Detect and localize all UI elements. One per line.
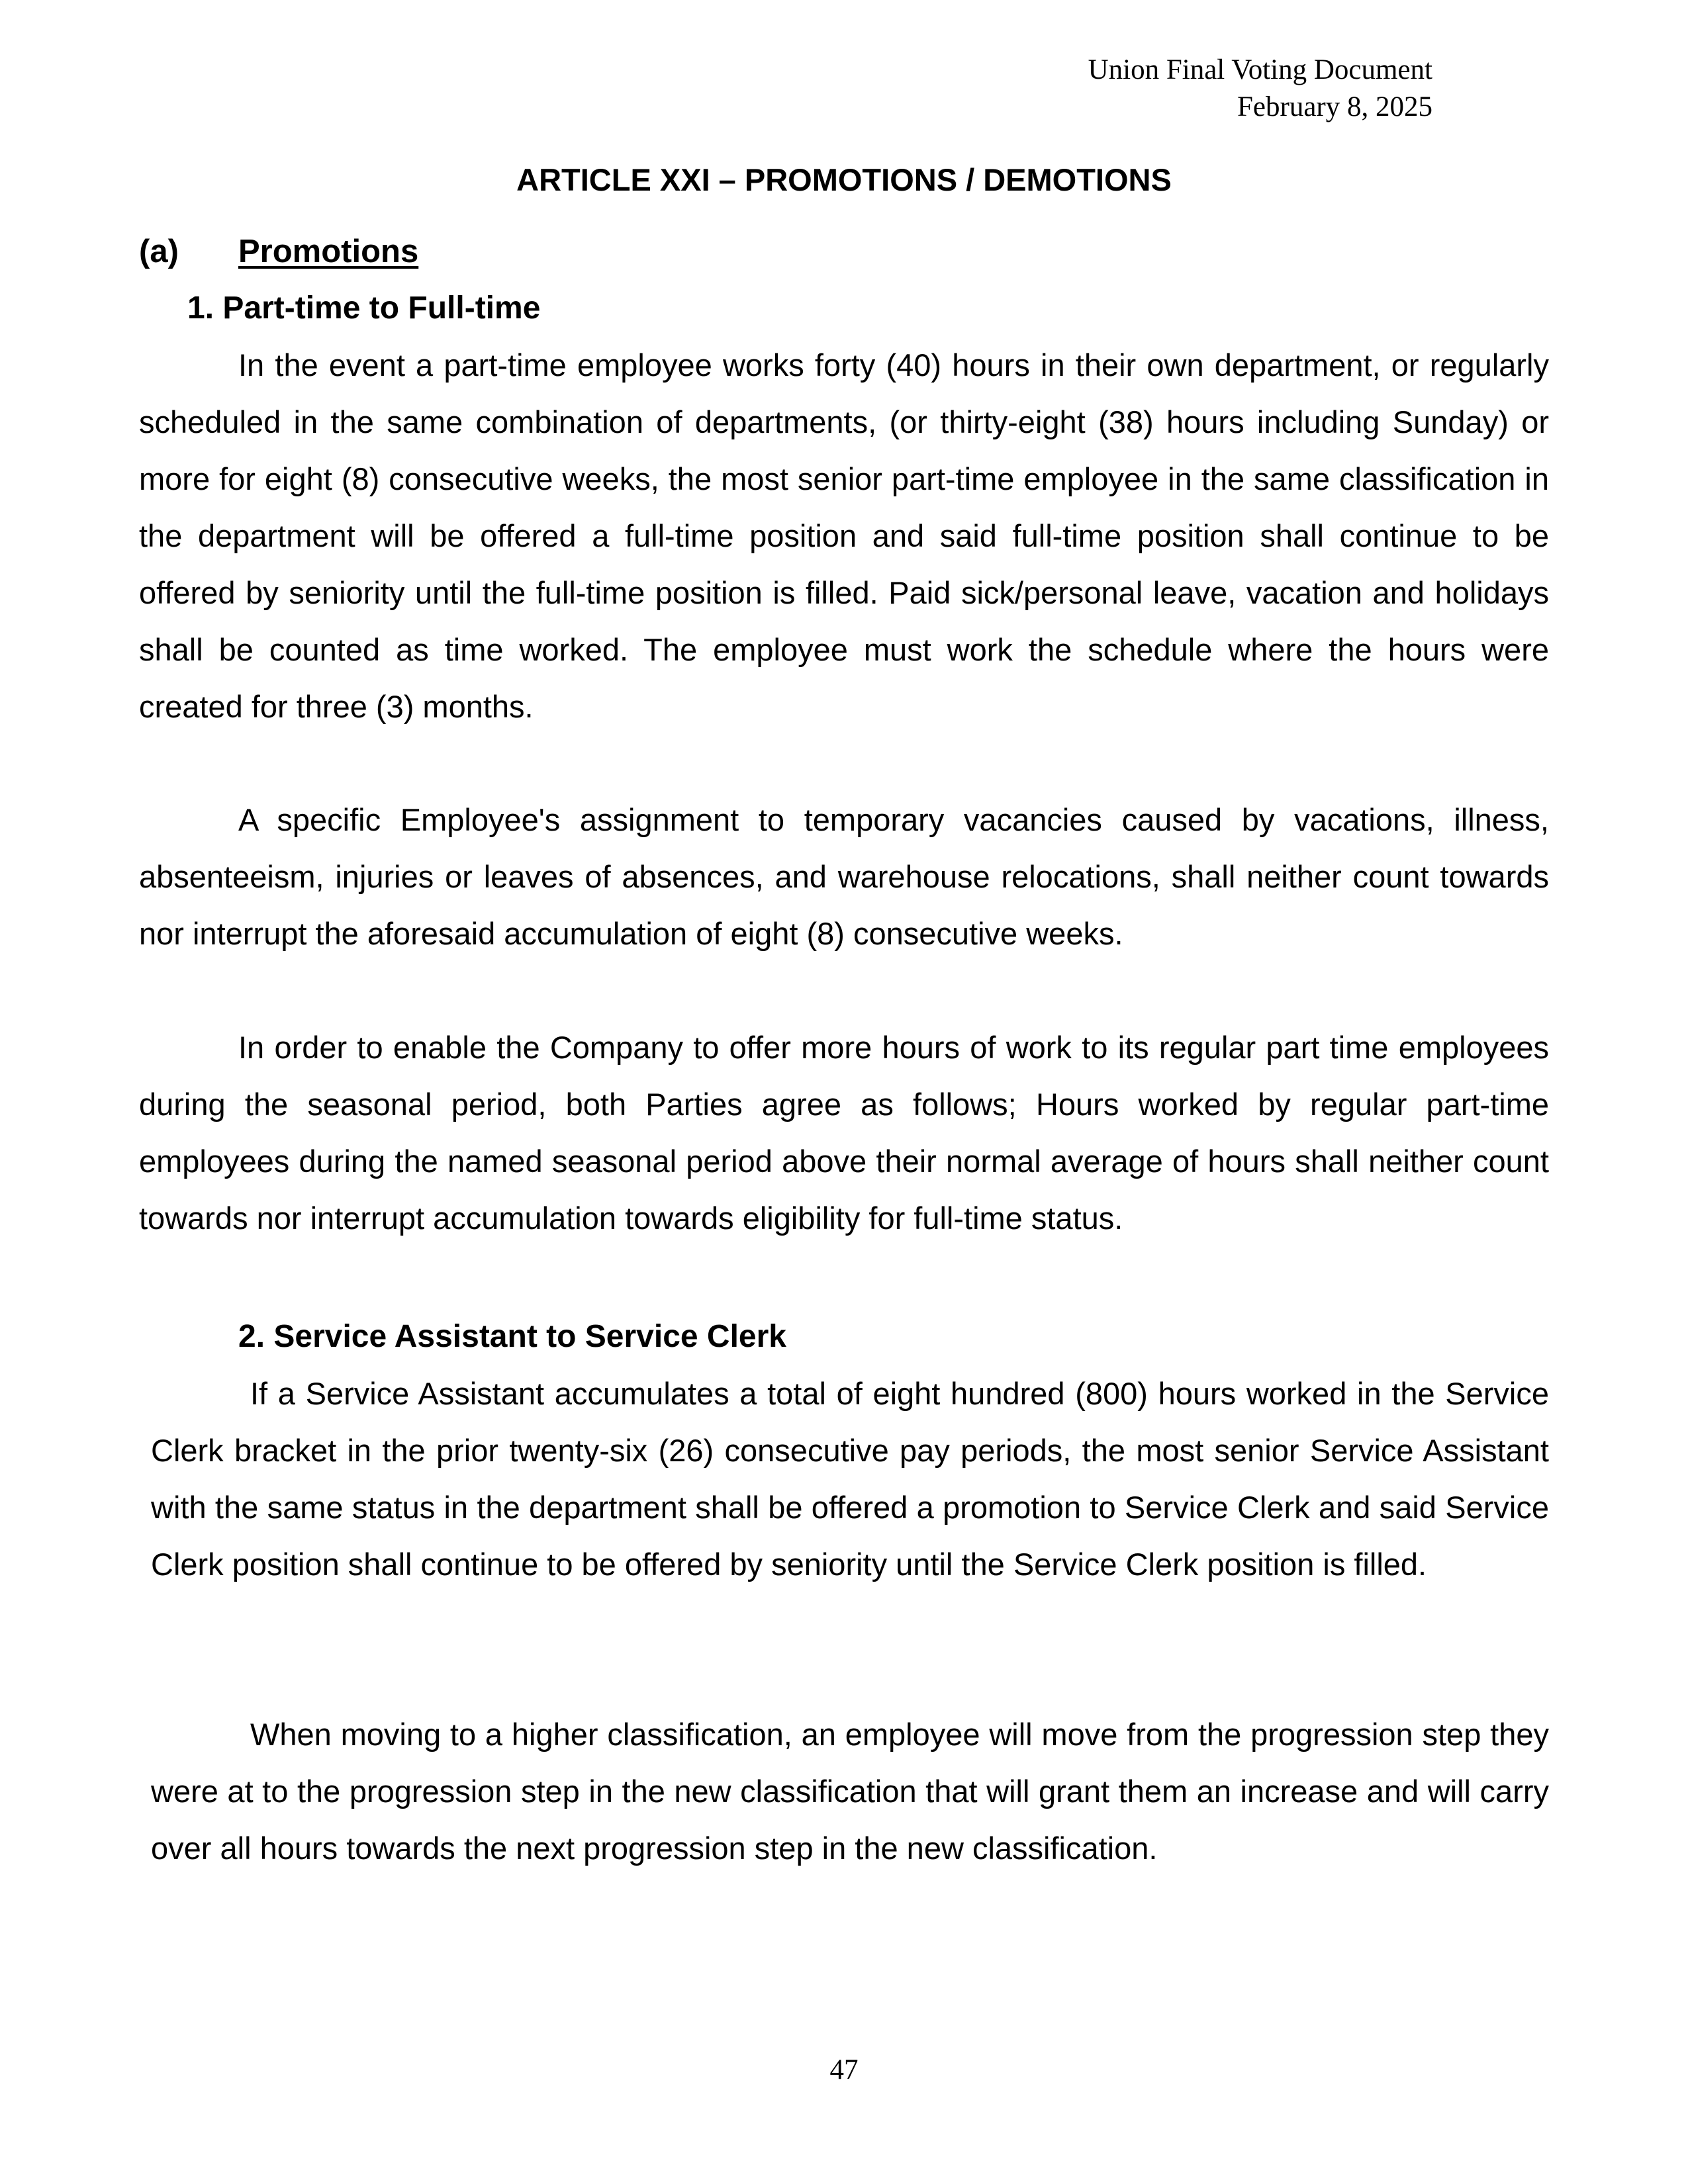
- page-number: 47: [829, 2054, 859, 2085]
- document-header: [1088, 52, 1432, 126]
- subsection-2-paragraph-2: When moving to a higher classification, an employee will move from the progression step they were at to the progression step in the new classification that will grant them an increase and will carry over all hours towards the next progression step in the new classification.: [151, 1717, 1549, 1866]
- subsection-1-paragraph-3: In order to enable the Company to offer more hours of work to its regular part time employees during the seasonal period, both Parties agree as follows; Hours worked by regular part-time employees during the named seasonal period above their normal average of hours shall neither count towards nor interrupt accumulation towards eligibility for full-time status.: [139, 1030, 1549, 1236]
- header-date: February 8, 2025: [1237, 91, 1432, 122]
- section-title: Promotions: [238, 234, 419, 269]
- subsection-1-paragraph-1: In the event a part-time employee works forty (40) hours in their own department, or regularly scheduled in the same combination of departments, (or thirty-eight (38) hours including Sunday) or more for eight (8) consecutive weeks, the most senior part-time employee in the same classification in the department will be offered a full-time position and said full-time position shall continue to be offered by seniority until the full-time position is filled. Paid sick/personal leave, vacation and holidays shall be counted as time worked. The employee must work the schedule where the hours were created for three (3) months.: [139, 347, 1549, 724]
- subsection-1-paragraph-2: A specific Employee's assignment to temporary vacancies caused by vacations, illness, absenteeism, injuries or leaves of absences, and warehouse relocations, shall neither count towards nor interrupt the aforesaid accumulation of eight (8) consecutive weeks.: [139, 802, 1549, 951]
- section-letter: (a): [139, 234, 179, 269]
- section-heading-promotions: [139, 232, 418, 271]
- subsection-1-heading: 1. Part-time to Full-time: [187, 291, 541, 326]
- article-title: ARTICLE XXI – PROMOTIONS / DEMOTIONS: [516, 162, 1172, 197]
- header-document-name: Union Final Voting Document: [1088, 54, 1432, 85]
- subsection-2-heading: 2. Service Assistant to Service Clerk: [238, 1319, 786, 1354]
- subsection-2-paragraph-1: If a Service Assistant accumulates a total of eight hundred (800) hours worked in the Service Clerk bracket in the prior twenty-six (26) consecutive pay periods, the most senior Service Assistant with the same status in the department shall be offered a promotion to Service Clerk and said Service Clerk position shall continue to be offered by seniority until the Service Clerk position is filled.: [151, 1376, 1549, 1582]
